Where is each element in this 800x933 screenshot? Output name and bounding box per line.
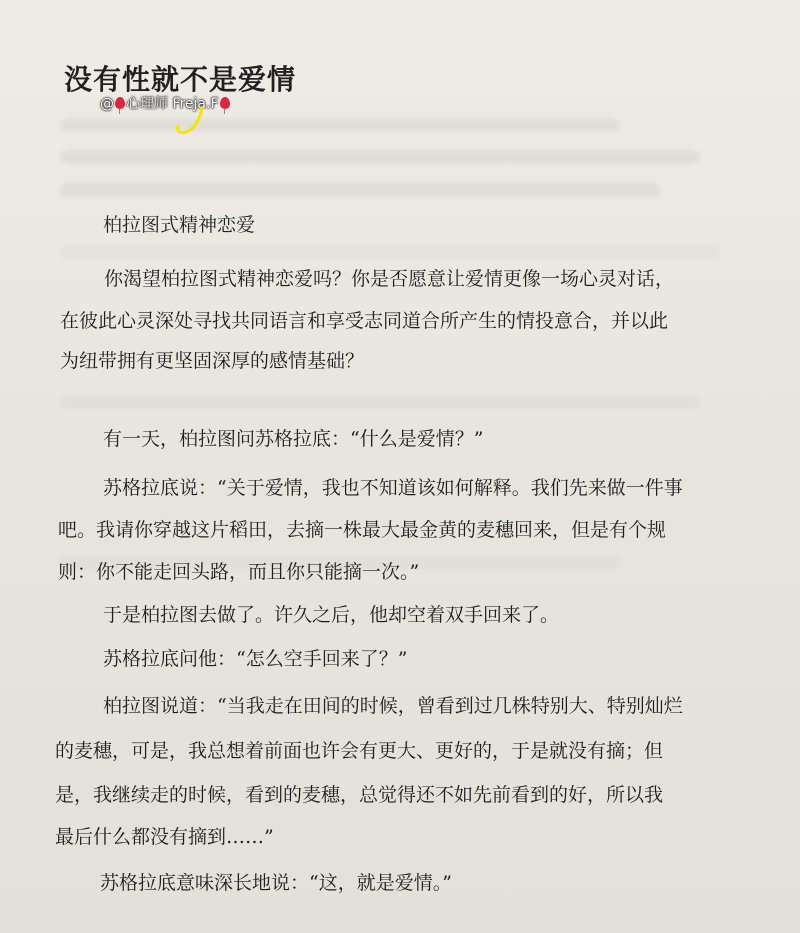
paragraph-line: 为纽带拥有更坚固深厚的感情基础？	[60, 350, 365, 372]
story-line: 柏拉图说道：“当我走在田间的时候，曾看到过几株特别大、特别灿烂	[103, 695, 683, 717]
section-title: 柏拉图式精神恋爱	[103, 214, 256, 236]
show-through-line	[60, 245, 720, 259]
story-line: 最后什么都没有摘到……”	[55, 826, 274, 848]
page-title: 没有性就不是爱情	[64, 63, 297, 96]
story-line: 苏格拉底问他：“怎么空手回来了？”	[103, 648, 408, 670]
story-line: 的麦穗，可是，我总想着前面也许会有更大、更好的，于是就没有摘；但	[55, 740, 664, 762]
watermark-handle: 心理师 Freja.F	[126, 96, 219, 112]
paragraph-line: 在彼此心灵深处寻找共同语言和享受志同道合所产生的情投意合，并以此	[60, 310, 669, 332]
story-line: 则：你不能走回头路，而且你只能摘一次。”	[58, 561, 420, 583]
story-line: 有一天，柏拉图问苏格拉底：“什么是爱情？”	[103, 428, 484, 450]
balloon-icon	[115, 97, 125, 109]
paragraph-line: 你渴望柏拉图式精神恋爱吗？你是否愿意让爱情更像一场心灵对话，	[104, 268, 675, 290]
balloon-icon	[220, 97, 230, 109]
show-through-line	[60, 118, 620, 132]
story-line: 是，我继续走的时候，看到的麦穗，总觉得还不如先前看到的好，所以我	[55, 784, 664, 806]
story-line: 吧。我请你穿越这片稻田，去摘一株最大最金黄的麦穗回来，但是有个规	[58, 519, 667, 541]
show-through-line	[60, 150, 700, 164]
story-line: 苏格拉底说：“关于爱情，我也不知道该如何解释。我们先来做一件事	[103, 477, 683, 499]
show-through-line	[60, 395, 700, 409]
story-line: 苏格拉底意味深长地说：“这，就是爱情。”	[100, 872, 452, 894]
watermark-at: @	[100, 96, 114, 112]
highlight-scribble-icon	[172, 104, 212, 144]
story-line: 于是柏拉图去做了。许久之后，他却空着双手回来了。	[103, 604, 560, 626]
show-through-line	[60, 183, 660, 197]
